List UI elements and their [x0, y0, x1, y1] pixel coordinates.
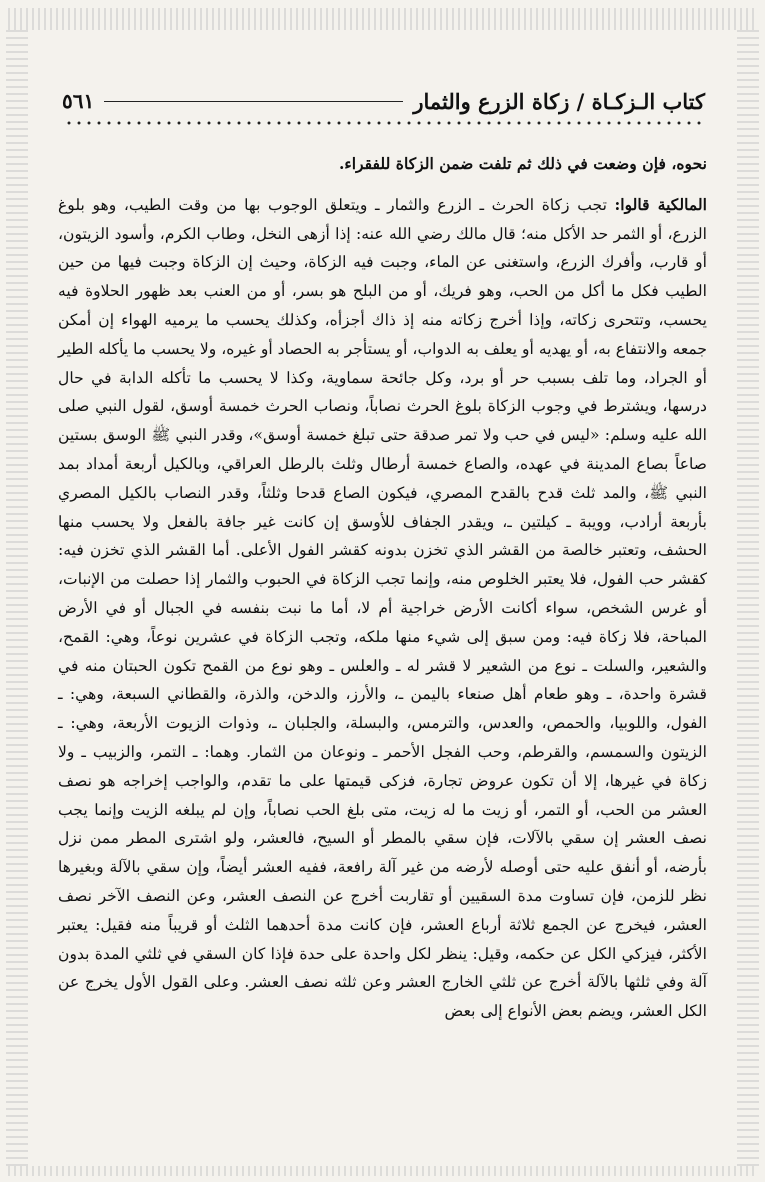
chapter-title: كتاب الـزكـاة / زكاة الزرع والثمار	[413, 88, 705, 114]
page-border-top	[8, 8, 757, 30]
dotted-separator	[64, 118, 705, 128]
page-border-bottom	[8, 1166, 757, 1176]
maliki-paragraph	[58, 191, 707, 1026]
section-label: المالكية قالوا:	[614, 194, 707, 214]
paragraph-text: تجب زكاة الحرث ـ الزرع والثمار ـ ويتعلق الوجوب بها من وقت الطيب، وهو بلوغ الزرع، أو الثمر حد الأكل منه؛ قال مالك رضي الله عنه: إذا أزهى النخل، وطاب الكرم، وأسود الزيتون، أو قارب، وأفرك الزرع، واستغنى عن الماء، وجبت فيه الزكاة، وحيث إن الزكاة وجبت فيها من حين الطيب فكل ما أكل من الحب، وهو فريك، أو من البلح هو بسر، أو من العنب بعد ظهور الحلاوة فيه يحسب، وتتحرى زكاته، وإذا أخرج زكاته منه إذ ذاك أجزأه، وكذلك يحسب ما يرميه الهواء إن أمكن جمعه والانتفاع به، أو يهديه أو يعلف به الدواب، أو يستأجر به الحصاد أو غيره، ولا يحسب ما يأكله الطير أو الجراد، وما تلف بسبب حر أو برد، وكل جائحة سماوية، وكذا لا يحسب ما تأكله الدابة في حال درسها، ويشترط في وجوب الزكاة بلوغ الحرث نصاباً، ونصاب الحرث خمسة أوسق، لقول النبي صلى الله عليه وسلم: «ليس في حب ولا تمر صدقة حتى تبلغ خمسة أوسق»، وقدر النبي ﷺ الوسق بستين صاعاً بصاع المدينة في عهده، والصاع خمسة أرطال وثلث بالرطل العراقي، وبالكيل أربعة أمداد بمد النبي ﷺ، والمد ثلث قدح بالقدح المصري، فيكون الصاع قدحا وثلثاً، وقدر النصاب بالكيل المصري بأربعة أرادب، وويبة ـ كيلتين ـ، ويقدر الجفاف للأوسق إن كانت غير جافة بالفعل ولا يحسب منها الحشف، وتعتبر خالصة من القشر الذي تخزن بدونه كقشر الفول الأعلى. أما القشر الذي تخزن فيه: كقشر حب الفول، فلا يعتبر الخلوص منه، وإنما تجب الزكاة في الحبوب والثمار إذا حصلت من الإنبات، أو غرس الشخص، سواء أكانت الأرض خراجية أم لا، أما ما نبت بنفسه في الجبال أو في الأرض المباحة، فلا زكاة فيه: ومن سبق إلى شيء منها ملكه، وتجب الزكاة في عشرين نوعاً، وهي: القمح، والشعير، والسلت ـ نوع من الشعير لا قشر له ـ والعلس ـ وهو نوع من القمح تكون الحبتان منه في قشرة واحدة، ـ وهو طعام أهل صنعاء باليمن ـ، والأرز، والدخن، والذرة، والقطاني السبعة، وهي: ـ الفول، واللوبيا، والحمص، والعدس، والترمس، والبسلة، والجلبان ـ، وذوات الزيوت الأربعة، وهي: ـ الزيتون والسمسم، والقرطم، وحب الفجل الأحمر ـ ونوعان من الثمار. وهما: ـ التمر، والزبيب ـ ولا زكاة في غيرها، إلا أن تكون عروض تجارة، فزكى قيمتها على ما تقدم، والواجب إخراجه هو نصف العشر من الحب، أو التمر، أو زيت ما له زيت، متى بلغ الحب نصاباً، وإن لم يبلغه الزيت وإنما يجب نصف العشر إن سقي بالآلات، فإن سقي بالمطر أو السيح، فالعشر، ولو اشترى المطر ممن نزل بأرضه، أو أنفق عليه حتى أوصله لأرضه من غير آلة رافعة، ففيه العشر أيضاً، وإن سقي بالآلة وبغيرها نظر للزمن، فإن تساوت مدة السقيين أو تقاربت أخرج عن النصف العشر، وعن النصف الآخر نصف العشر، فيخرج عن الجمع ثلاثة أرباع العشر، فإن كانت مدة أحدهما الثلث أو قريباً منه فقيل: يعتبر الأكثر، فيزكي الكل عن حكمه، وقيل: ينظر لكل واحدة على حدة فإذا كان السقي في ثلثي المدة بدون آلة وفي ثلثها بالآلة أخرج عن ثلثي الخارج العشر وعن ثلثه نصف العشر. وعلى القول الأول يخرج عن الكل العشر، ويضم بعض الأنواع إلى بعض	[58, 195, 708, 1021]
header-rule	[104, 101, 403, 102]
running-header	[62, 86, 705, 116]
page-border-right	[737, 30, 759, 1166]
continuation-line: نحوه، فإن وضعت في ذلك ثم تلفت ضمن الزكاة للفقراء.	[338, 154, 707, 173]
page-number: ٥٦١	[62, 89, 95, 113]
page-border-left	[6, 30, 28, 1166]
page-body	[58, 150, 707, 1026]
